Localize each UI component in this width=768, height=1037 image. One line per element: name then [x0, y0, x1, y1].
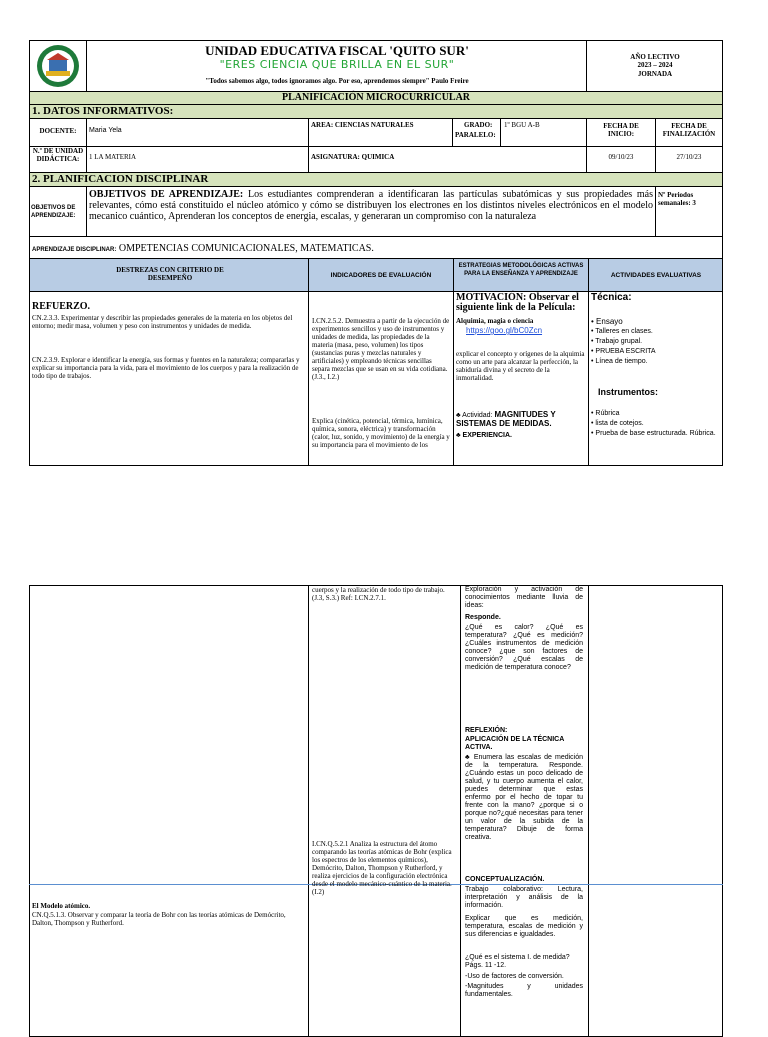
conceptualizacion-heading: CONCEPTUALIZACIÓN.: [465, 876, 545, 883]
experiencia-bullet-icon: ♣: [456, 432, 461, 439]
year-value: 2023 – 2024: [637, 61, 673, 69]
exploracion-text: Exploración y activación de conocimientos mediante lluvia de ideas:: [465, 586, 583, 609]
plan-title: PLANIFICACIÓN MICROCURRICULAR: [281, 92, 471, 103]
page2-table: [29, 585, 723, 1037]
col-indicadores: INDICADORES DE EVALUACIÓN: [330, 272, 432, 279]
tecnica-item: • Ensayo: [591, 317, 623, 326]
fecha-fin-value: 27/10/23: [676, 153, 702, 161]
unidad-label: N.º DE UNIDAD DIDÁCTICA:: [32, 147, 84, 163]
fecha-fin-label: FECHA DE FINALIZACIÓN: [662, 122, 716, 138]
actividad-bullet-icon: ♣: [456, 412, 461, 419]
unidad-value: 1 LA MATERIA: [89, 153, 137, 161]
modelo-atomico-heading: El Modelo atómico.: [32, 902, 91, 910]
alquimia-explicacion: explicar el concepto y orígenes de la alquimia como un arte para alcanzar la perfección, la sabiduría divina y el secreto de la inmortalidad.: [456, 350, 585, 382]
col-actividades: ACTIVIDADES EVALUATIVAS: [610, 272, 702, 279]
section2-title: 2. PLANIFICACION DISCIPLINAR: [32, 173, 209, 185]
tecnica-item: • Talleres en clases.: [591, 328, 653, 335]
col-estrategias: ESTRATEGIAS METODOLÓGICAS ACTIVAS PARA LA ENSEÑANZA Y APRENDIZAJE: [458, 263, 584, 277]
grado-label: GRADO:: [464, 121, 493, 129]
aprendizaje-label: APRENDIZAJE DISCIPLINAR:: [32, 247, 117, 253]
aprendizaje-value: OMPETENCIAS COMUNICACIONALES, MATEMATICAS.: [118, 243, 374, 254]
responde-heading: Responde.: [465, 614, 501, 621]
experiencia-line: [456, 432, 512, 440]
asignatura-label: ASIGNATURA: QUIMICA: [311, 153, 395, 161]
section1-title: 1. DATOS INFORMATIVOS:: [32, 105, 174, 117]
instrumento-item: • Rúbrica: [591, 410, 620, 417]
school-name: UNIDAD EDUCATIVA FISCAL 'QUITO SUR': [205, 43, 469, 58]
enumera-text: [465, 754, 583, 842]
objetivos-body: Los estudiantes comprenderan a identificaran las partículas subatómicas y sus propiedades más relevantes, cómo está constituido el núcleo atómico y cómo se distribuyen los electrones en los distintos niveles electrónicos en el modelo mecanico cuántico, Aprenderan los conceptos de energia, escalas, y generaran un compromiso con la naturaleza: [89, 189, 653, 222]
tecnica-list: [591, 317, 721, 367]
destreza-cnq513: CN.Q.5.1.3. Observar y comparar la teoría de Bohr con las teorías atómicas de Demócrito, Dalton, Thompson y Rutherford.: [32, 911, 286, 927]
objetivos-label: OBJETIVOS DE APRENDIZAJE:: [31, 205, 76, 219]
uso-text: -Uso de factores de conversión.: [465, 973, 564, 980]
refuerzo-heading: REFUERZO.: [32, 301, 91, 312]
magnitudes-text: -Magnitudes y unidades fundamentales.: [465, 983, 583, 998]
instrumentos-list: [591, 409, 721, 439]
indicador-icn252: I.CN.2.5.2. Demuestra a partir de la ejecución de experimentos sencillos y uso de instrumentos y unidades de medida, las propiedades de la materia (masa, peso, volumen) los tipos (sustancias puras y mezclas naturales y artificiales) y empleando técnicas sencillas separa mezclas que se usan en su vida cotidiana. (J.3., I.2.): [312, 317, 450, 381]
trabajo-text: Trabajo colaborativo: Lectura, interpretación y análisis de la información.: [465, 886, 583, 909]
tecnica-item: • Línea de tiempo.: [591, 358, 648, 365]
actividad-value: MAGNITUDES Y SISTEMAS DE MEDIDAS.: [456, 410, 556, 428]
objetivos-text: [89, 189, 653, 222]
tecnica-item: • PRUEBA ESCRITA: [591, 348, 656, 355]
tecnica-item: • Trabajo grupal.: [591, 338, 643, 345]
school-logo: [33, 43, 83, 89]
preguntas-text: ¿Qué es calor? ¿Qué es temperatura? ¿Qué es medición? ¿Cuáles instrumentos de medición conoce? ¿que son factores de conversión? ¿Qué escalas de medición de temperatura conoce?: [465, 624, 583, 671]
indicador-continuacion: cuerpos y la realización de todo tipo de trabajo. (J.3, S.3.) Ref: I.CN.2.7.1.: [312, 586, 445, 602]
enumera-body: Enumera las escalas de medición de la temperatura. Responde. ¿Cuándo estas un poco delicado de salud, y tu cuerpo aumenta el calor, puedes determinar que estas enfermo por el hecho de topar tu frente con la mano? ¿porque si o porque no?¿qué necesitas para tener un valor de la subida de la temperatura? Dibuje de forma creativa.: [465, 754, 583, 841]
pelicula-link[interactable]: https://goo.gl/bC0Zcn: [466, 326, 543, 335]
instrumentos-heading: Instrumentos:: [598, 387, 659, 397]
actividad-line: [456, 411, 586, 429]
docente-label: DOCENTE:: [39, 127, 77, 135]
paralelo-label: PARALELO:: [455, 131, 496, 139]
indicador-icnq521: I.CN.Q.5.2.1 Analiza la estructura del átomo comparando las teorías atómicas de Bohr (explica los espectros de los elementos químicos), Demócrito, Dalton, Thompson y Rutherford, y realiza ejercicios de la configuración electrónica desde el modelo mecánico-cuántico de la materia. (I.2): [312, 840, 452, 896]
sistema-text: ¿Qué es el sistema I. de medida? Págs. 11 -12.: [465, 954, 570, 969]
indicador-energia: Explica (cinética, potencial, térmica, lumínica, química, sonora, eléctrica) y transformación (calor, luz, sonido, y movimiento) de la energía y su importancia para el movimiento de los: [312, 417, 450, 449]
instrumento-item: • Prueba de base estructurada. Rúbrica.: [591, 430, 716, 437]
explicar-text: Explicar que es medición, temperatura, escalas de medición y sus diferencias e igualdades.: [465, 915, 583, 938]
school-quote: "Todos sabemos algo, todos ignoramos algo. Por eso, aprendemos siempre" Paulo Freire: [205, 77, 469, 85]
reflexion-heading: REFLEXIÓN:: [465, 727, 508, 734]
periodos-label: Nº Periodos semanales: 3: [658, 191, 696, 207]
objetivos-heading: OBJETIVOS DE APRENDIZAJE:: [89, 189, 244, 200]
enumera-bullet-icon: ♣: [465, 754, 471, 761]
pelicula-title: Alquimia, magia o ciencia: [456, 317, 534, 325]
fecha-inicio-value: 09/10/23: [608, 153, 634, 161]
aplicacion-heading: APLICACIÓN DE LA TÉCNICA ACTIVA.: [465, 736, 565, 751]
aprendizaje-disciplinar: [32, 243, 374, 256]
area-label: AREA: CIENCIAS NATURALES: [311, 121, 414, 129]
destreza-cn233: CN.2.3.3. Experimentar y describir las propiedades generales de la materia en los objetos del entorno; medir masa, volumen y peso con instrumentos y unidades de medida.: [32, 314, 293, 330]
instrumento-item: • lista de cotejos.: [591, 420, 644, 427]
destreza-cn239: CN.2.3.9. Explorar e identificar la energía, sus formas y fuentes en la naturaleza; compararlas y explicar su importancia para la vida, para el movimiento de los cuerpos y para la realización de todo tipo de trabajos.: [32, 356, 300, 380]
motivacion-heading: MOTIVACIÓN: Observar el siguiente link de la Película:: [456, 292, 579, 313]
year-label: AÑO LECTIVO: [630, 53, 680, 61]
actividad-label: Actividad:: [462, 412, 493, 419]
docente-value: Maria Yela: [89, 127, 122, 134]
grado-value: 1º BGU A-B: [504, 121, 540, 129]
tecnica-heading: Técnica:: [591, 292, 632, 303]
experiencia-label: EXPERIENCIA.: [462, 432, 512, 439]
col-destrezas: DESTREZAS CON CRITERIO DE DESEMPEÑO: [116, 266, 224, 282]
fecha-inicio-label: FECHA DE INICIO:: [603, 122, 639, 138]
jornada-label: JORNADA: [637, 70, 673, 78]
school-slogan: "ERES CIENCIA QUE BRILLA EN EL SUR": [219, 58, 455, 71]
